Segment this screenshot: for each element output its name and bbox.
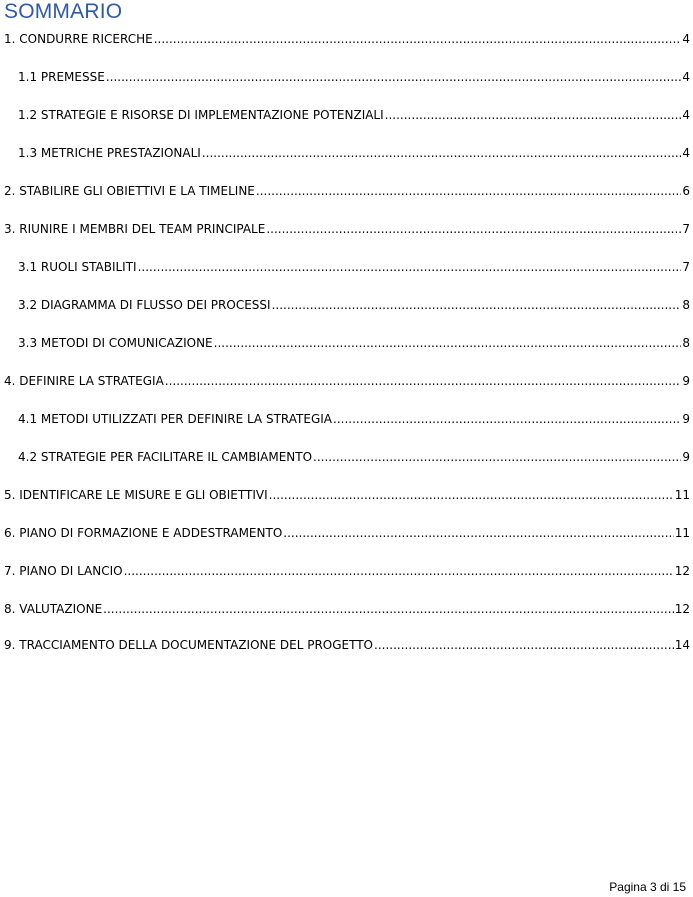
toc-entry-page: 6 bbox=[682, 184, 690, 198]
toc-entry-page: 12 bbox=[674, 564, 690, 578]
toc-leader-dots bbox=[124, 562, 674, 580]
toc-entry-page: 4 bbox=[682, 32, 690, 46]
toc-entry-title: 7. PIANO DI LANCIO bbox=[4, 564, 123, 578]
toc-entry-title: 4.2 STRATEGIE PER FACILITARE IL CAMBIAMENTO bbox=[18, 450, 313, 464]
toc-entry-3-2[interactable] bbox=[18, 296, 690, 314]
toc-leader-dots bbox=[333, 410, 681, 428]
toc-entry-title: 1. CONDURRE RICERCHE bbox=[4, 32, 153, 46]
toc-entry-1-2[interactable] bbox=[18, 106, 690, 124]
toc-entry-1-1[interactable] bbox=[18, 68, 690, 86]
toc-entry-9[interactable] bbox=[4, 636, 690, 654]
toc-entry-1-3[interactable] bbox=[18, 144, 690, 162]
toc-entry-page: 8 bbox=[682, 298, 690, 312]
toc-leader-dots bbox=[266, 220, 681, 238]
toc-leader-dots bbox=[313, 448, 681, 466]
toc-entry-title: 2. STABILIRE GLI OBIETTIVI E LA TIMELINE bbox=[4, 184, 255, 198]
toc-entry-page: 7 bbox=[682, 260, 690, 274]
toc-leader-dots bbox=[202, 144, 682, 162]
page-number-footer: Pagina 3 di 15 bbox=[609, 880, 686, 894]
toc-leader-dots bbox=[269, 486, 674, 504]
toc-entry-5[interactable] bbox=[4, 486, 690, 504]
toc-entry-page: 9 bbox=[682, 450, 690, 464]
toc-leader-dots bbox=[106, 68, 682, 86]
toc-entry-title: 4.1 METODI UTILIZZATI PER DEFINIRE LA STRATEGIA bbox=[18, 412, 332, 426]
toc-entry-title: 3.2 DIAGRAMMA DI FLUSSO DEI PROCESSI bbox=[18, 298, 271, 312]
toc-entry-title: 6. PIANO DI FORMAZIONE E ADDESTRAMENTO bbox=[4, 526, 283, 540]
toc-entry-1[interactable] bbox=[4, 30, 690, 48]
toc-leader-dots bbox=[256, 182, 681, 200]
toc-entry-page: 9 bbox=[682, 374, 690, 388]
toc-entry-title: 1.3 METRICHE PRESTAZIONALI bbox=[18, 146, 201, 160]
toc-entry-title: 5. IDENTIFICARE LE MISURE E GLI OBIETTIVI bbox=[4, 488, 268, 502]
toc-entry-3-3[interactable] bbox=[18, 334, 690, 352]
toc-entry-page: 8 bbox=[682, 336, 690, 350]
toc-entry-4-2[interactable] bbox=[18, 448, 690, 466]
toc-leader-dots bbox=[165, 372, 682, 390]
toc-leader-dots bbox=[385, 106, 682, 124]
toc-entry-page: 4 bbox=[682, 146, 690, 160]
toc-entry-7[interactable] bbox=[4, 562, 690, 580]
toc-entry-6[interactable] bbox=[4, 524, 690, 542]
toc-entry-page: 4 bbox=[682, 108, 690, 122]
toc-entry-page: 9 bbox=[682, 412, 690, 426]
page-title: SOMMARIO bbox=[4, 0, 123, 23]
toc-entry-page: 14 bbox=[674, 638, 690, 652]
toc-entry-4[interactable] bbox=[4, 372, 690, 390]
toc-leader-dots bbox=[214, 334, 682, 352]
toc-leader-dots bbox=[374, 636, 674, 654]
toc-entry-page: 11 bbox=[674, 526, 690, 540]
toc-entry-page: 4 bbox=[682, 70, 690, 84]
toc-entry-title: 3. RIUNIRE I MEMBRI DEL TEAM PRINCIPALE bbox=[4, 222, 266, 236]
toc-entry-3-1[interactable] bbox=[18, 258, 690, 276]
toc-entry-title: 4. DEFINIRE LA STRATEGIA bbox=[4, 374, 164, 388]
toc-entry-8[interactable] bbox=[4, 600, 690, 618]
toc-entry-title: 3.1 RUOLI STABILITI bbox=[18, 260, 137, 274]
toc-leader-dots bbox=[283, 524, 673, 542]
toc-entry-title: 3.3 METODI DI COMUNICAZIONE bbox=[18, 336, 213, 350]
toc-entry-title: 1.2 STRATEGIE E RISORSE DI IMPLEMENTAZIONE POTENZIALI bbox=[18, 108, 384, 122]
toc-entry-4-1[interactable] bbox=[18, 410, 690, 428]
toc-entry-page: 12 bbox=[674, 602, 690, 616]
toc-leader-dots bbox=[154, 30, 682, 48]
toc-entry-page: 11 bbox=[674, 488, 690, 502]
toc-entry-2[interactable] bbox=[4, 182, 690, 200]
toc-entry-3[interactable] bbox=[4, 220, 690, 238]
toc-entry-title: 1.1 PREMESSE bbox=[18, 70, 105, 84]
toc-entry-title: 9. TRACCIAMENTO DELLA DOCUMENTAZIONE DEL PROGETTO bbox=[4, 638, 374, 652]
toc-leader-dots bbox=[138, 258, 682, 276]
toc-leader-dots bbox=[272, 296, 682, 314]
toc-leader-dots bbox=[103, 600, 674, 618]
toc-entry-page: 7 bbox=[682, 222, 690, 236]
toc-entry-title: 8. VALUTAZIONE bbox=[4, 602, 103, 616]
